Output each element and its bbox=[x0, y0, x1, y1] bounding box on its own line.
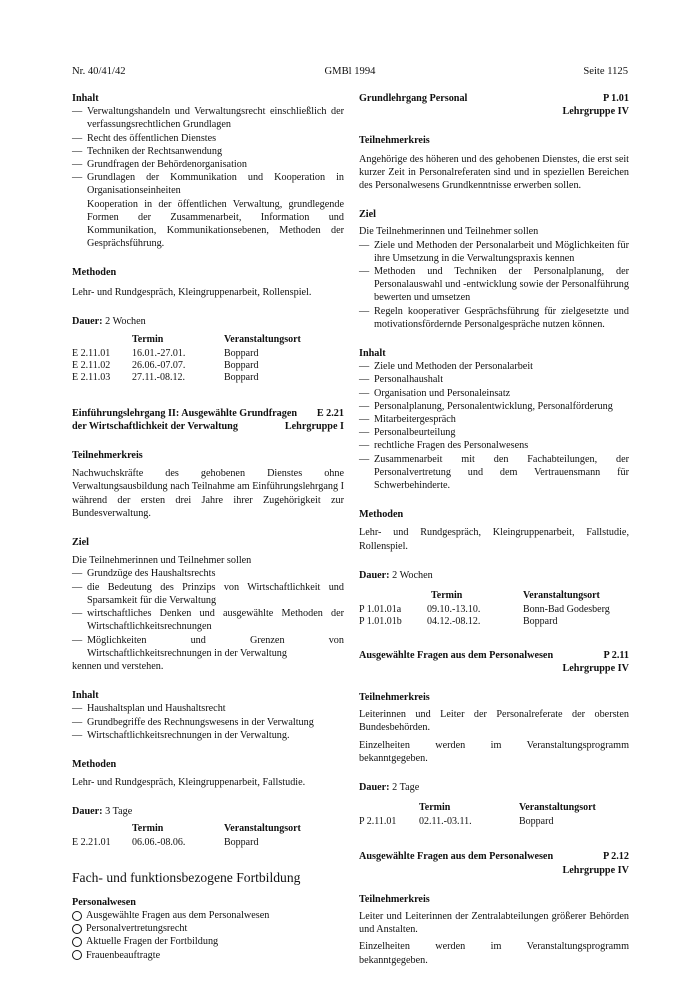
course-title: Ausgewählte Fragen aus dem Personalwesen P 2.12 Lehrgruppe IV bbox=[359, 851, 629, 876]
details-text: Einzelheiten werden im Veranstaltungsprogramm bekanntgegeben. bbox=[359, 941, 629, 966]
list-item: — Organisation und Personaleinsatz bbox=[359, 387, 629, 400]
list-item: — Zusammenarbeit mit den Fachabteilungen, der Personalvertretung und dem Vertrauensmann für Schwerbehinderte. bbox=[359, 453, 629, 493]
list-item: — Methoden und Techniken der Personalplanung, der Personalauswahl und -entwicklung sowie der Personalführung bewerten und umsetzen bbox=[359, 265, 629, 305]
list-item: — wirtschaftliches Denken und ausgewählte Methoden der Wirtschaftlichkeitsrechnungen bbox=[72, 607, 344, 633]
course-title: Einführungslehrgang II: Ausgewählte Grundfragen E 2.21 der Wirtschaftlichkeit der Verwaltung Lehrgruppe I bbox=[72, 407, 344, 432]
list-item: — Möglichkeiten und Grenzen von Wirtschaftlichkeitsrechnungen in der Verwaltung bbox=[72, 634, 344, 660]
content-list bbox=[72, 105, 344, 250]
section-heading: Teilnehmerkreis bbox=[359, 893, 430, 905]
goal-intro: Die Teilnehmerinnen und Teilnehmer sollen bbox=[72, 555, 252, 567]
participants-text: Leiterinnen und Leiter der Personalreferate der obersten Bundesbehörden. bbox=[359, 709, 629, 734]
participants-text: Nachwuchskräfte des gehobenen Dienstes ohne Verwaltungsausbildung nach Teilnahme am Einführungslehrgang I während der ersten drei Jahre ihrer Zugehörigkeit zur Bundesverwaltung. bbox=[72, 468, 344, 519]
section-heading: Inhalt bbox=[359, 348, 386, 360]
details-text: Einzelheiten werden im Veranstaltungsprogramm bekanntgegeben. bbox=[359, 739, 629, 764]
list-item: — Ziele und Methoden der Personalarbeit bbox=[359, 360, 629, 373]
section-heading: Teilnehmerkreis bbox=[72, 450, 143, 462]
list-item: — Personalplanung, Personalentwicklung, Personalförderung bbox=[359, 400, 629, 413]
schedule-table: Termin Veranstaltungsort P 1.01.01a 09.10.-13.10. Bonn-Bad Godesberg P 1.01.01b 04.12.-08.12. Boppard bbox=[359, 590, 618, 628]
publication-title: GMBl 1994 bbox=[324, 66, 376, 77]
schedule-table: Termin Veranstaltungsort E 2.11.01 16.01.-27.01. Boppard E 2.11.02 26.06.-07.07. Boppard E 2.11.03 27.11.-08.12. Boppard bbox=[72, 334, 309, 385]
schedule-table: Termin Veranstaltungsort E 2.21.01 06.06.-08.06. Boppard bbox=[72, 823, 309, 849]
methods-text: Lehr- und Rundgespräch, Kleingruppenarbeit, Rollenspiel. bbox=[72, 286, 312, 298]
circle-icon bbox=[72, 911, 82, 921]
list-item-continuation: Kooperation in der öffentlichen Verwaltung, grundlegende Formen der Zusammenarbeit, Information und Kommunikation, Kommunikationsebenen, Methoden der Gesprächsführung. bbox=[87, 198, 344, 250]
section-heading: Methoden bbox=[359, 509, 404, 521]
list-item: — Grundbegriffe des Rechnungswesens in der Verwaltung bbox=[72, 716, 344, 729]
list-item: — Grundfragen der Behördenorganisation bbox=[72, 158, 344, 171]
duration: Dauer: 2 Wochen bbox=[72, 315, 146, 327]
schedule-table: Termin Veranstaltungsort P 2.11.01 02.11.-03.11. Boppard bbox=[359, 802, 604, 828]
issue-number: Nr. 40/41/42 bbox=[72, 66, 126, 77]
section-heading: Teilnehmerkreis bbox=[359, 691, 430, 703]
list-item: — Regeln kooperativer Gesprächsführung für zielgesetzte und motivationsfördernde Personalgespräche nutzen können. bbox=[359, 305, 629, 331]
list-item: — die Bedeutung des Prinzips von Wirtschaftlichkeit und Sparsamkeit für die Verwaltung bbox=[72, 581, 344, 607]
section-heading: Inhalt bbox=[72, 93, 99, 104]
list-item: — Wirtschaftlichkeitsrechnungen in der Verwaltung. bbox=[72, 729, 344, 742]
methods-text: Lehr- und Rundgespräch, Kleingruppenarbeit, Fallstudie. bbox=[72, 777, 306, 789]
table-row: E 2.11.02 26.06.-07.07. Boppard bbox=[72, 360, 259, 372]
duration: Dauer: 3 Tage bbox=[72, 806, 133, 818]
goal-intro: Die Teilnehmerinnen und Teilnehmer sollen bbox=[359, 226, 539, 238]
content-list bbox=[72, 702, 344, 742]
course-title: Grundlehrgang Personal P 1.01 Lehrgruppe IV bbox=[359, 93, 629, 118]
section-heading: Personalwesen bbox=[72, 896, 136, 908]
list-item: — Personalbeurteilung bbox=[359, 426, 629, 439]
course-title: Ausgewählte Fragen aus dem Personalwesen P 2.11 Lehrgruppe IV bbox=[359, 649, 629, 674]
list-item: — Grundlagen der Kommunikation und Kooperation in Organisationseinheiten bbox=[72, 171, 344, 197]
section-title: Fach- und funktionsbezogene Fortbildung bbox=[72, 869, 301, 885]
section-heading: Inhalt bbox=[72, 690, 99, 702]
list-item: — Verwaltungshandeln und Verwaltungsrecht einschließlich der verfassungsrechtlichen Grundlagen bbox=[72, 105, 344, 131]
table-row: P 1.01.01a 09.10.-13.10. Bonn-Bad Godesberg bbox=[359, 604, 610, 616]
goal-list bbox=[359, 239, 629, 331]
table-row: E 2.11.03 27.11.-08.12. Boppard bbox=[72, 372, 259, 384]
participants-text: Angehörige des höheren und des gehobenen Dienstes, die erst seit kurzer Zeit in Personalreferaten sind und in speziellen Bereichen des Personalwesens Grundkenntnisse erwerben sollen. bbox=[359, 153, 629, 192]
goal-outro: kennen und verstehen. bbox=[72, 660, 164, 672]
table-row: P 1.01.01b 04.12.-08.12. Boppard bbox=[359, 616, 558, 628]
goal-list bbox=[72, 567, 344, 659]
circle-icon bbox=[72, 924, 82, 934]
list-item: — Ziele und Methoden der Personalarbeit und Möglichkeiten für ihre Umsetzung in die Verwaltungspraxis kennen bbox=[359, 239, 629, 265]
table-row: P 2.11.01 02.11.-03.11. Boppard bbox=[359, 816, 554, 828]
page-number: Seite 1125 bbox=[583, 66, 628, 77]
section-heading: Ziel bbox=[72, 537, 89, 549]
circle-icon bbox=[72, 937, 82, 947]
list-item: Personalvertretungsrecht bbox=[72, 922, 344, 935]
table-row: E 2.21.01 06.06.-08.06. Boppard bbox=[72, 836, 259, 848]
list-item: Aktuelle Fragen der Fortbildung bbox=[72, 935, 344, 948]
list-item: — Recht des öffentlichen Dienstes bbox=[72, 132, 344, 145]
list-item: — rechtliche Fragen des Personalwesens bbox=[359, 439, 629, 452]
list-item: — Grundzüge des Haushaltsrechts bbox=[72, 567, 344, 580]
right-column bbox=[359, 92, 629, 967]
section-heading: Teilnehmerkreis bbox=[359, 135, 430, 147]
section-heading: Methoden bbox=[72, 267, 117, 279]
section-heading: Ziel bbox=[359, 209, 376, 221]
list-item: — Personalhaushalt bbox=[359, 373, 629, 386]
section-heading: Methoden bbox=[72, 758, 117, 770]
duration: Dauer: 2 Wochen bbox=[359, 569, 433, 581]
list-item: Ausgewählte Fragen aus dem Personalwesen bbox=[72, 909, 344, 922]
table-row: E 2.11.01 16.01.-27.01. Boppard bbox=[72, 348, 259, 360]
page-header bbox=[72, 65, 628, 79]
list-item: Frauenbeauftragte bbox=[72, 949, 344, 962]
circle-icon bbox=[72, 950, 82, 960]
list-item: — Techniken der Rechtsanwendung bbox=[72, 145, 344, 158]
left-column bbox=[72, 92, 344, 962]
list-item: — Mitarbeitergespräch bbox=[359, 413, 629, 426]
duration: Dauer: 2 Tage bbox=[359, 781, 420, 793]
content-list bbox=[359, 360, 629, 492]
list-item: — Haushaltsplan und Haushaltsrecht bbox=[72, 702, 344, 715]
methods-text: Lehr- und Rundgespräch, Kleingruppenarbeit, Fallstudie, Rollenspiel. bbox=[359, 527, 629, 552]
participants-text: Leiter und Leiterinnen der Zentralabteilungen größerer Behörden und Anstalten. bbox=[359, 910, 629, 936]
